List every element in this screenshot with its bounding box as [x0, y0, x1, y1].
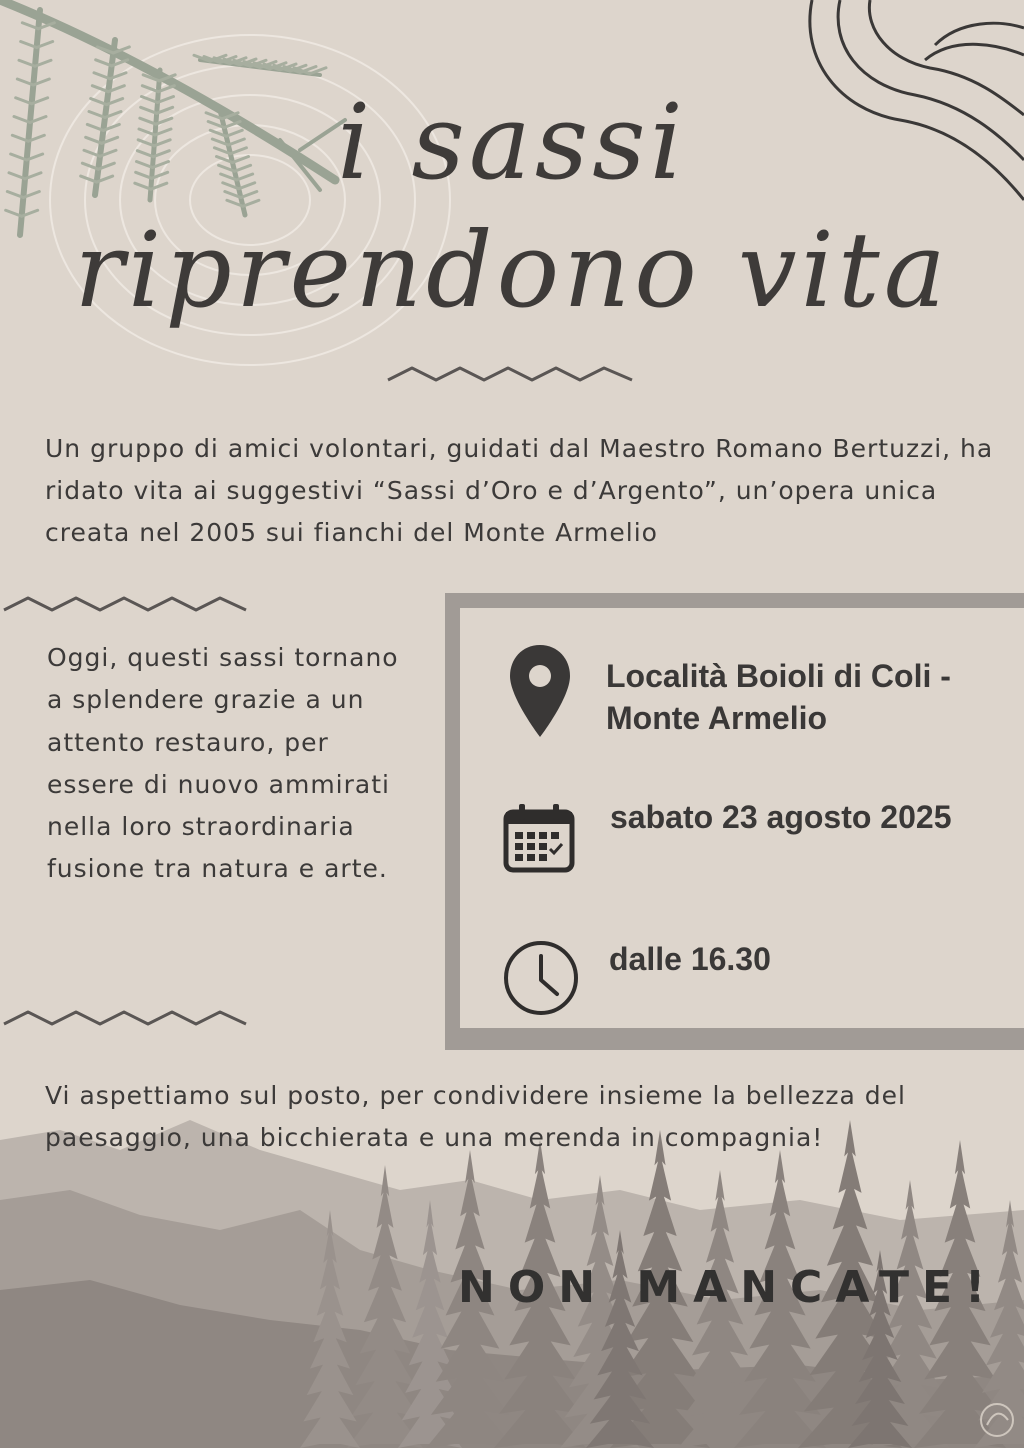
intro-paragraph: Un gruppo di amici volontari, guidati dal Maestro Romano Bertuzzi, ha ridato vita ai suggestivi “Sassi d’Oro e d’Argento”, un’opera unica creata nel 2005 sui fianchi del Monte Armelio	[45, 434, 994, 547]
clock-icon	[503, 940, 579, 1016]
call-to-action: NON MANCATE!	[458, 1262, 999, 1313]
calendar-icon	[502, 800, 576, 874]
event-time: dalle 16.30	[609, 941, 771, 977]
title-line-2: riprendono vita	[74, 209, 950, 331]
event-location: Località Boioli di Coli - Monte Armelio	[606, 658, 951, 736]
location-pin-icon	[508, 643, 572, 739]
event-info-box	[445, 593, 1024, 1050]
restoration-paragraph: Oggi, questi sassi tornano a splendere grazie a un attento restauro, per essere di nuovo ammirati nella loro straordinaria fusione tra natura e arte.	[47, 643, 399, 884]
title-line-1: i sassi	[337, 81, 687, 203]
closing-paragraph: Vi aspettiamo sul posto, per condividere insieme la bellezza del paesaggio, una bicchierata e una merenda in compagnia!	[45, 1081, 906, 1152]
page-title	[40, 78, 984, 334]
event-info-inner	[460, 608, 1024, 1028]
event-date: sabato 23 agosto 2025	[610, 799, 952, 835]
